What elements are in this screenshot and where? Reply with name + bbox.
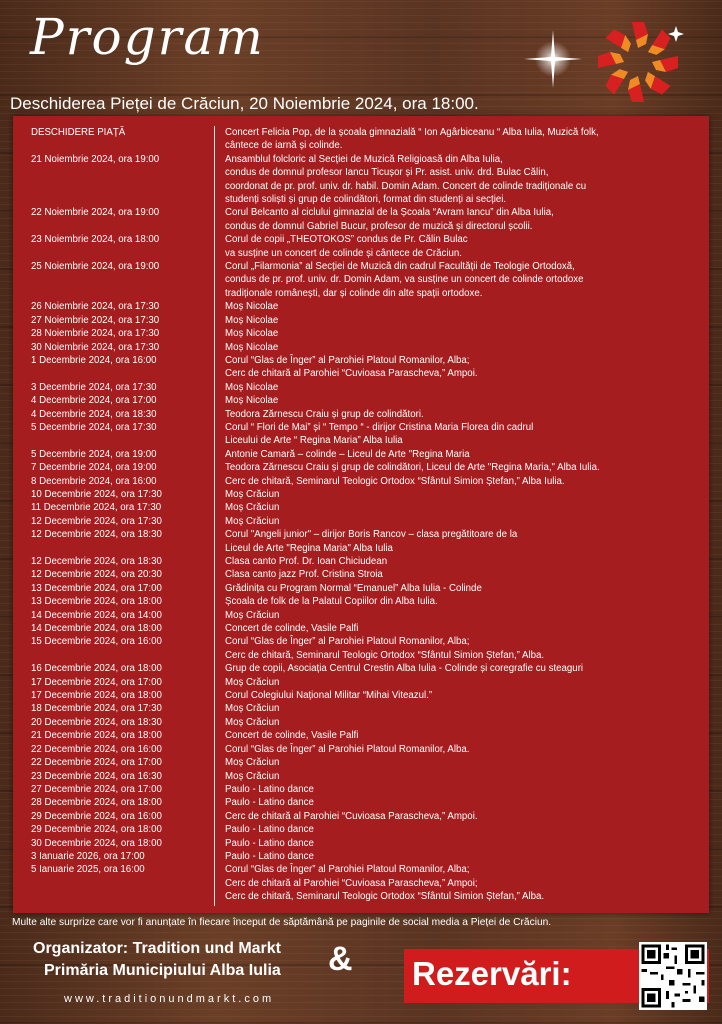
event-line: Concert de colinde, Vasile Palfi (225, 730, 359, 742)
schedule-date: 13 Decembrie 2024, ora 18:00 (31, 596, 162, 608)
schedule-row (13, 515, 709, 528)
schedule-date: 29 Decembrie 2024, ora 18:00 (31, 824, 162, 836)
event-line: Moș Nicolae (225, 395, 279, 407)
schedule-row (13, 206, 709, 233)
schedule-event (216, 568, 705, 581)
event-line: Moș Nicolae (225, 341, 279, 353)
schedule-event (216, 689, 705, 702)
footnote: Multe alte surprize care vor fi anunțate în fiecare început de săptămână pe paginile de social media a Pieței de Crăciun. (12, 917, 552, 928)
event-line: Concert de colinde, Vasile Palfi (225, 623, 359, 635)
schedule-event (216, 475, 705, 488)
schedule-event (216, 850, 705, 863)
event-line: studenți soliști și grup de colindători, format din studenți ai secției. (225, 194, 507, 206)
schedule-date: 12 Decembrie 2024, ora 18:30 (31, 556, 162, 567)
schedule-date: 3 Ianuarie 2026, ora 17:00 (31, 850, 145, 862)
schedule-event (216, 770, 705, 783)
schedule-date: 17 Decembrie 2024, ora 17:00 (31, 676, 162, 688)
schedule-row (13, 837, 709, 850)
schedule-event (216, 702, 705, 715)
schedule-row (13, 461, 709, 474)
qr-code-icon[interactable] (639, 942, 707, 1010)
schedule-row (13, 850, 709, 863)
schedule-event (216, 394, 705, 407)
schedule-row (13, 823, 709, 836)
schedule-row (13, 381, 709, 394)
schedule-event (216, 837, 705, 850)
schedule-date: 29 Decembrie 2024, ora 16:00 (31, 810, 162, 822)
schedule-event (216, 461, 705, 474)
schedule-row (13, 783, 709, 796)
schedule-event (216, 635, 705, 662)
event-line: Corul “Glas de Înger” al Parohiei Platoul Romanilor, Alba; (225, 864, 470, 876)
event-line: Paulo - Latino dance (225, 837, 314, 849)
schedule-row (13, 568, 709, 581)
schedule-date: 3 Decembrie 2024, ora 17:30 (31, 381, 157, 393)
schedule-row (13, 153, 709, 207)
schedule-row (13, 595, 709, 608)
schedule-event (216, 381, 705, 394)
schedule-date: 30 Noiembrie 2024, ora 17:30 (31, 341, 160, 353)
event-line: Concert Felicia Pop, de la școala gimnazială “ Ion Agârbiceanu “ Alba Iulia, Muzică folk, (225, 127, 599, 138)
schedule-event (216, 810, 705, 823)
schedule-row (13, 756, 709, 769)
event-line: Corul “ Flori de Mai” și “ Tempo “ - dirijor Cristina Maria Florea din cadrul (225, 421, 534, 433)
event-line: Corul Belcanto al ciclului gimnazial de la Școala “Avram Iancu” din Alba Iulia, (225, 207, 554, 219)
schedule-row (13, 716, 709, 729)
schedule-event (216, 783, 705, 796)
event-line: Moș Crăciun (225, 488, 280, 500)
schedule-row (13, 702, 709, 715)
schedule-event (216, 300, 705, 313)
event-line: Moș Crăciun (225, 609, 280, 621)
event-line: Paulo - Latino dance (225, 824, 314, 836)
schedule-date: 14 Decembrie 2024, ora 18:00 (31, 623, 162, 635)
schedule-event (216, 743, 705, 756)
schedule-date: 20 Decembrie 2024, ora 18:30 (31, 716, 162, 728)
schedule-row (13, 233, 709, 260)
schedule-date: 14 Decembrie 2024, ora 14:00 (31, 609, 162, 621)
schedule-list (13, 126, 709, 904)
event-line: Școala de folk de la Palatul Copiilor din Alba Iulia. (225, 596, 438, 608)
event-line: Liceului de Arte “ Regina Maria” Alba Iulia (225, 435, 403, 447)
schedule-row (13, 863, 709, 903)
event-line: va susține un concert de colinde și cântece de Crăciun. (225, 247, 462, 259)
event-line: Moș Nicolae (225, 328, 279, 340)
schedule-row (13, 770, 709, 783)
schedule-event (216, 515, 705, 528)
schedule-event (216, 314, 705, 327)
event-line: Cerc de chitară, Seminarul Teologic Ortodox “Sfântul Simion Ștefan,” Alba. (225, 891, 545, 903)
schedule-event (216, 609, 705, 622)
event-line: Clasa canto Prof. Dr. Ioan Chiciudean (225, 556, 388, 567)
event-line: Moș Crăciun (225, 716, 280, 728)
schedule-event (216, 676, 705, 689)
schedule-date: 10 Decembrie 2024, ora 17:30 (31, 488, 162, 500)
schedule-date: 4 Decembrie 2024, ora 17:00 (31, 395, 157, 407)
schedule-row (13, 743, 709, 756)
schedule-date: 1 Decembrie 2024, ora 16:00 (31, 354, 157, 366)
schedule-date: DESCHIDERE PIAȚĂ (31, 127, 126, 138)
schedule-row (13, 314, 709, 327)
event-line: Corul "Angeli junior" – dirijor Boris Rancov – clasa pregătitoare de la (225, 529, 518, 541)
event-line: Antonie Camară – colinde – Liceul de Arte "Regina Maria (225, 448, 470, 460)
schedule-event (216, 206, 705, 233)
schedule-date: 30 Decembrie 2024, ora 18:00 (31, 837, 162, 849)
schedule-event (216, 555, 705, 568)
schedule-date: 4 Decembrie 2024, ora 18:30 (31, 408, 157, 420)
schedule-row (13, 394, 709, 407)
schedule-event (216, 408, 705, 421)
event-line: Paulo - Latino dance (225, 797, 314, 809)
schedule-row (13, 676, 709, 689)
event-line: condus de pr. prof. univ. dr. Domin Adam, va susține un concert de colinde ortodoxe (225, 274, 584, 286)
schedule-date: 28 Decembrie 2024, ora 18:00 (31, 797, 162, 809)
schedule-row (13, 582, 709, 595)
event-line: Teodora Zărnescu Craiu și grup de colindători. (225, 408, 424, 420)
schedule-row (13, 635, 709, 662)
schedule-date: 25 Noiembrie 2024, ora 19:00 (31, 261, 160, 273)
event-line: Moș Crăciun (225, 757, 280, 769)
schedule-date: 22 Noiembrie 2024, ora 19:00 (31, 207, 160, 219)
schedule-row (13, 408, 709, 421)
schedule-date: 28 Noiembrie 2024, ora 17:30 (31, 328, 160, 340)
event-line: Grup de copii, Asociația Centrul Crestin Alba Iulia - Colinde și coregrafie cu steaguri (225, 663, 584, 675)
event-line: Ansamblul folcloric al Secției de Muzică Religioasă din Alba Iulia, (225, 153, 503, 165)
schedule-event (216, 260, 705, 300)
website-link[interactable]: www.traditionundmarkt.com (64, 993, 275, 1005)
event-line: condus de domnul Gabriel Bucur, profesor de muzică și directorul școlii. (225, 220, 533, 232)
event-line: Corul Colegiului Național Militar “Mihai Viteazul.” (225, 690, 433, 702)
schedule-row (13, 341, 709, 354)
event-line: Corul “Glas de Înger” al Parohiei Platoul Romanilor, Alba. (225, 743, 470, 755)
schedule-date: 22 Decembrie 2024, ora 17:00 (31, 757, 162, 769)
organizer-line-1: Organizator: Tradition und Markt (33, 940, 282, 957)
schedule-date: 23 Noiembrie 2024, ora 18:00 (31, 234, 160, 246)
schedule-date: 12 Decembrie 2024, ora 20:30 (31, 569, 162, 581)
schedule-event (216, 622, 705, 635)
schedule-event (216, 662, 705, 675)
schedule-row (13, 528, 709, 555)
ampersand: & (328, 940, 353, 978)
schedule-row (13, 810, 709, 823)
event-line: Moș Crăciun (225, 703, 280, 715)
schedule-row (13, 609, 709, 622)
event-line: condus de domnul profesor Iancu Ticușor și Pr. asist. univ. drd. Bulac Călin, (225, 167, 549, 179)
schedule-event (216, 863, 705, 903)
event-line: Corul „Filarmonia” al Secției de Muzică din cadrul Facultății de Teologie Ortodoxă, (225, 261, 575, 273)
schedule-row (13, 796, 709, 809)
event-line: Moș Crăciun (225, 770, 280, 782)
schedule-event (216, 501, 705, 514)
event-line: Corul “Glas de Înger” al Parohiei Platoul Romanilor, Alba; (225, 354, 470, 366)
event-line: Cerc de chitară, Seminarul Teologic Ortodox “Sfântul Simion Ștefan,” Alba Iulia. (225, 475, 565, 487)
page-title: Program (30, 8, 265, 66)
ornament-logo-icon (588, 16, 688, 108)
schedule-event (216, 126, 705, 153)
schedule-event (216, 716, 705, 729)
schedule-event (216, 421, 705, 448)
event-line: Moș Crăciun (225, 676, 280, 688)
schedule-row (13, 729, 709, 742)
schedule-row (13, 327, 709, 340)
schedule-event (216, 488, 705, 501)
schedule-event (216, 729, 705, 742)
event-line: coordonat de pr. prof. univ. dr. habil. Domin Adam. Concert de colinde tradiționale cu (225, 180, 587, 192)
schedule-date: 5 Ianuarie 2025, ora 16:00 (31, 864, 145, 876)
schedule-row (13, 475, 709, 488)
event-line: Corul “Glas de Înger” al Parohiei Platoul Romanilor, Alba; (225, 636, 470, 648)
schedule-date: 13 Decembrie 2024, ora 17:00 (31, 582, 162, 594)
event-line: Moș Crăciun (225, 515, 280, 527)
sparkle-icon (522, 28, 584, 90)
schedule-date: 26 Noiembrie 2024, ora 17:30 (31, 301, 160, 313)
schedule-row (13, 300, 709, 313)
schedule-date: 21 Decembrie 2024, ora 18:00 (31, 730, 162, 742)
event-line: Moș Nicolae (225, 301, 279, 313)
schedule-event (216, 528, 705, 555)
schedule-row (13, 354, 709, 381)
schedule-date: 22 Decembrie 2024, ora 16:00 (31, 743, 162, 755)
reservations-label: Rezervări: (412, 955, 572, 992)
opening-subtitle: Deschiderea Pieței de Crăciun, 20 Noiembrie 2024, ora 18:00. (10, 94, 479, 113)
schedule-event (216, 595, 705, 608)
event-line: cântece de iarnă și colinde. (225, 140, 343, 152)
event-line: Grădinița cu Program Normal “Emanuel” Alba Iulia - Colinde (225, 582, 482, 594)
event-line: Cerc de chitară al Parohiei “Cuvioasa Parascheva,” Ampoi. (225, 368, 478, 380)
schedule-event (216, 354, 705, 381)
schedule-row (13, 126, 709, 153)
schedule-date: 8 Decembrie 2024, ora 16:00 (31, 475, 157, 487)
event-line: Clasa canto jazz Prof. Cristina Stroia (225, 569, 383, 581)
schedule-row (13, 622, 709, 635)
event-line: Teodora Zărnescu Craiu și grup de colindători, Liceul de Arte "Regina Maria," Alba Iulia. (225, 462, 600, 474)
event-line: Corul de copii „THEOTOKOS” condus de Pr. Călin Bulac (225, 234, 468, 246)
schedule-date: 12 Decembrie 2024, ora 18:30 (31, 529, 162, 541)
event-line: Liceul de Arte "Regina Maria" Alba Iulia (225, 542, 393, 554)
event-line: Moș Nicolae (225, 314, 279, 326)
schedule-row (13, 689, 709, 702)
schedule-row (13, 448, 709, 461)
schedule-date: 17 Decembrie 2024, ora 18:00 (31, 690, 162, 702)
schedule-date: 23 Decembrie 2024, ora 16:30 (31, 770, 162, 782)
schedule-date: 5 Decembrie 2024, ora 19:00 (31, 448, 157, 460)
event-line: Moș Crăciun (225, 502, 280, 514)
schedule-event (216, 153, 705, 207)
event-line: Moș Nicolae (225, 381, 279, 393)
schedule-date: 18 Decembrie 2024, ora 17:30 (31, 703, 162, 715)
schedule-row (13, 260, 709, 300)
schedule-event (216, 582, 705, 595)
event-line: Paulo - Latino dance (225, 783, 314, 795)
schedule-event (216, 796, 705, 809)
schedule-row (13, 662, 709, 675)
schedule-row (13, 501, 709, 514)
organizer-line-2: Primăria Municipiului Alba Iulia (44, 962, 281, 979)
schedule-date: 7 Decembrie 2024, ora 19:00 (31, 462, 157, 474)
schedule-event (216, 756, 705, 769)
schedule-event (216, 341, 705, 354)
schedule-event (216, 448, 705, 461)
schedule-event (216, 233, 705, 260)
schedule-row (13, 555, 709, 568)
schedule-date: 27 Noiembrie 2024, ora 17:30 (31, 314, 160, 326)
schedule-date: 11 Decembrie 2024, ora 17:30 (31, 502, 162, 514)
schedule-date: 15 Decembrie 2024, ora 16:00 (31, 636, 162, 648)
event-line: Cerc de chitară, Seminarul Teologic Ortodox “Sfântul Simion Ștefan,” Alba. (225, 649, 545, 661)
schedule-date: 16 Decembrie 2024, ora 18:00 (31, 663, 162, 675)
schedule-date: 12 Decembrie 2024, ora 17:30 (31, 515, 162, 527)
event-line: Cerc de chitară al Parohiei “Cuvioasa Parascheva,” Ampoi. (225, 810, 478, 822)
schedule-panel (13, 116, 709, 913)
schedule-row (13, 421, 709, 448)
event-line: Paulo - Latino dance (225, 850, 314, 862)
schedule-date: 27 Decembrie 2024, ora 17:00 (31, 783, 162, 795)
schedule-row (13, 488, 709, 501)
schedule-event (216, 823, 705, 836)
schedule-date: 5 Decembrie 2024, ora 17:30 (31, 421, 157, 433)
schedule-event (216, 327, 705, 340)
schedule-date: 21 Noiembrie 2024, ora 19:00 (31, 153, 160, 165)
event-line: tradiționale românești, dar și colinde din alte spații ortodoxe. (225, 287, 483, 299)
event-line: Cerc de chitară al Parohiei “Cuvioasa Parascheva,” Ampoi; (225, 877, 478, 889)
